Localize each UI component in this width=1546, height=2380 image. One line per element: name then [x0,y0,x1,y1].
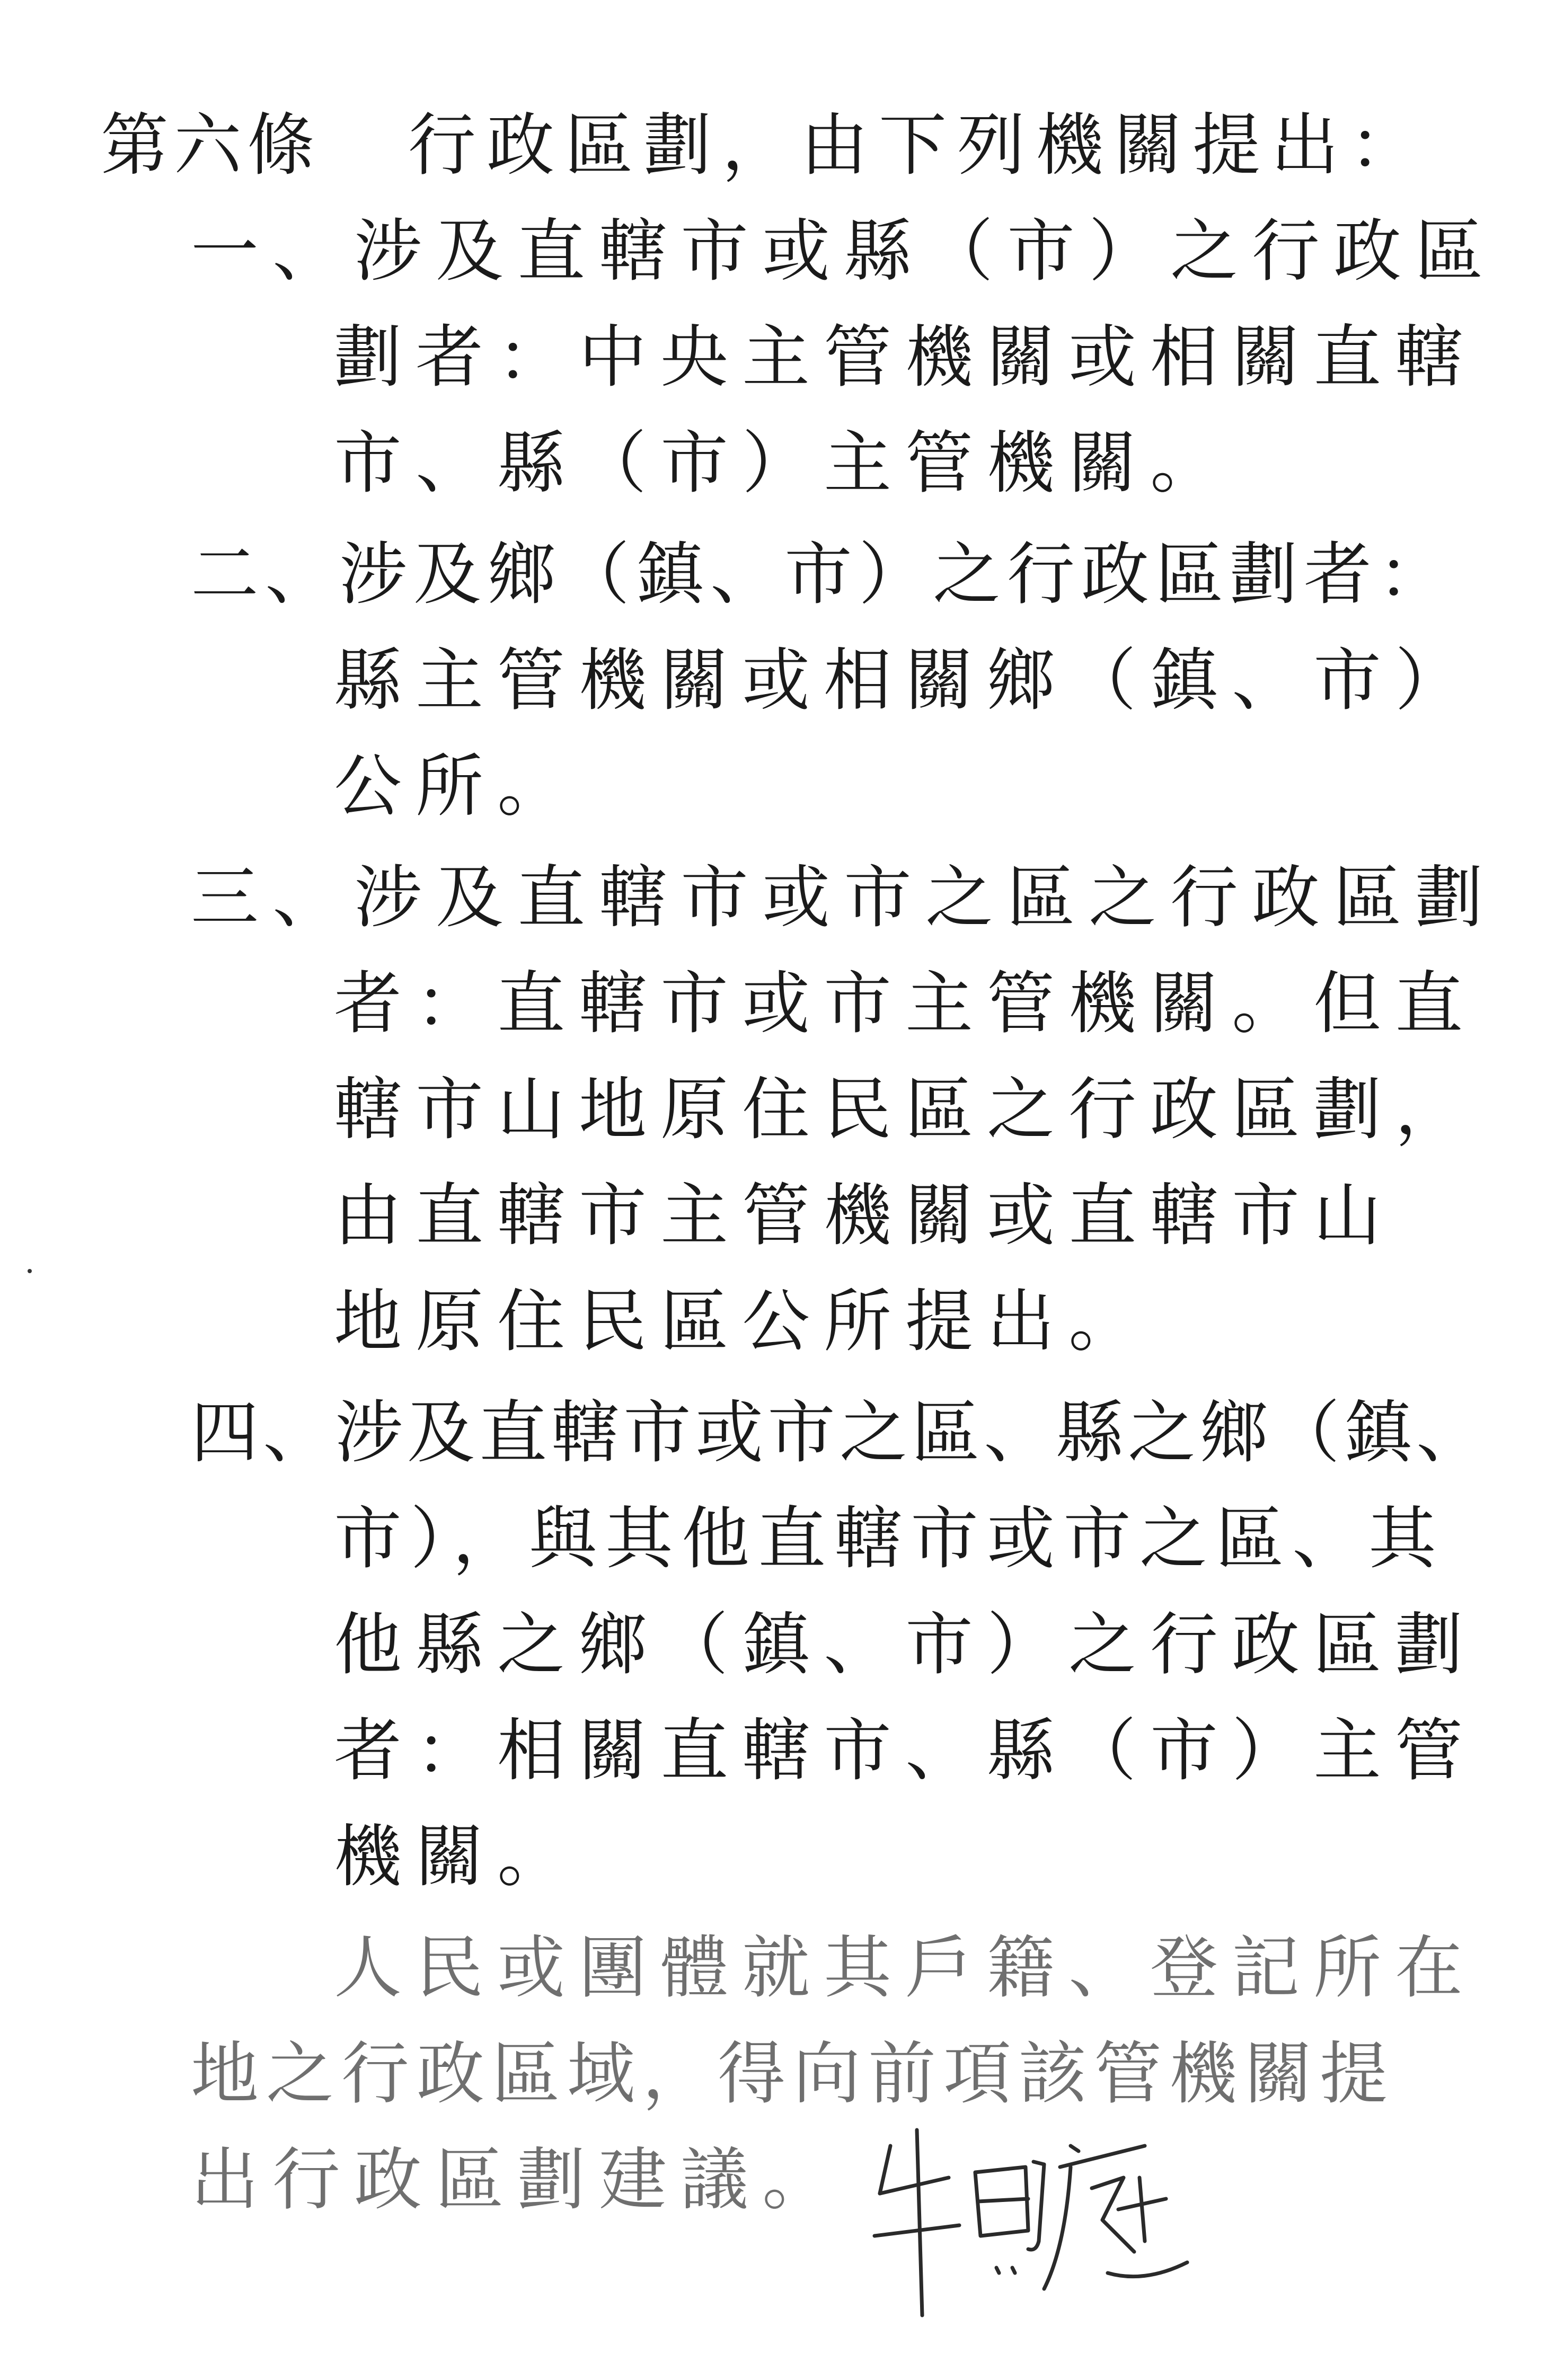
item-2-line-1: 二、涉及鄉（鎮、市）之行政區劃者： [191,535,1453,614]
item-1-line-2: 劃者：中央主管機關或相關直轄 [334,318,1477,397]
item-4-line-4: 者：相關直轄市、縣（市）主管 [334,1711,1477,1790]
handwritten-signature [869,2114,1198,2337]
item-2-line-2: 縣主管機關或相關鄉（鎮、市） [334,641,1477,720]
paragraph-line-1: 人民或團體就其戶籍、登記所在 [334,1929,1477,2008]
article-number: 第六條 [101,106,321,185]
article-heading: 行政區劃，由下列機關提出： [408,106,1428,185]
item-3-line-2: 者：直轄市或市主管機關。但直 [334,964,1477,1043]
item-3-line-4: 由直轄市主管機關或直轄市山 [334,1176,1395,1255]
paragraph-line-2: 地之行政區域，得向前項該管機關提 [191,2035,1395,2113]
item-1-line-3: 市、縣（市）主管機關。 [334,424,1232,503]
item-3-line-3: 轄市山地原住民區之行政區劃， [334,1070,1477,1149]
item-4-line-5: 機關。 [334,1817,579,1896]
scan-speck [28,1269,32,1273]
item-2-line-3: 公所。 [334,747,579,826]
item-1-line-1: 一、涉及直轄市或縣（市）之行政區 [191,212,1497,291]
item-4-line-2: 市），與其他直轄市或市之區、其 [334,1499,1445,1578]
paragraph-line-3: 出行政區劃建議。 [191,2141,844,2219]
item-3-line-5: 地原住民區公所提出。 [334,1282,1151,1361]
item-4-line-1: 四、涉及直轄市或市之區、縣之鄉（鎮、 [191,1393,1489,1472]
item-3-line-1: 三、涉及直轄市或市之區之行政區劃 [191,858,1497,937]
item-4-line-3: 他縣之鄉（鎮、市）之行政區劃 [334,1605,1477,1684]
